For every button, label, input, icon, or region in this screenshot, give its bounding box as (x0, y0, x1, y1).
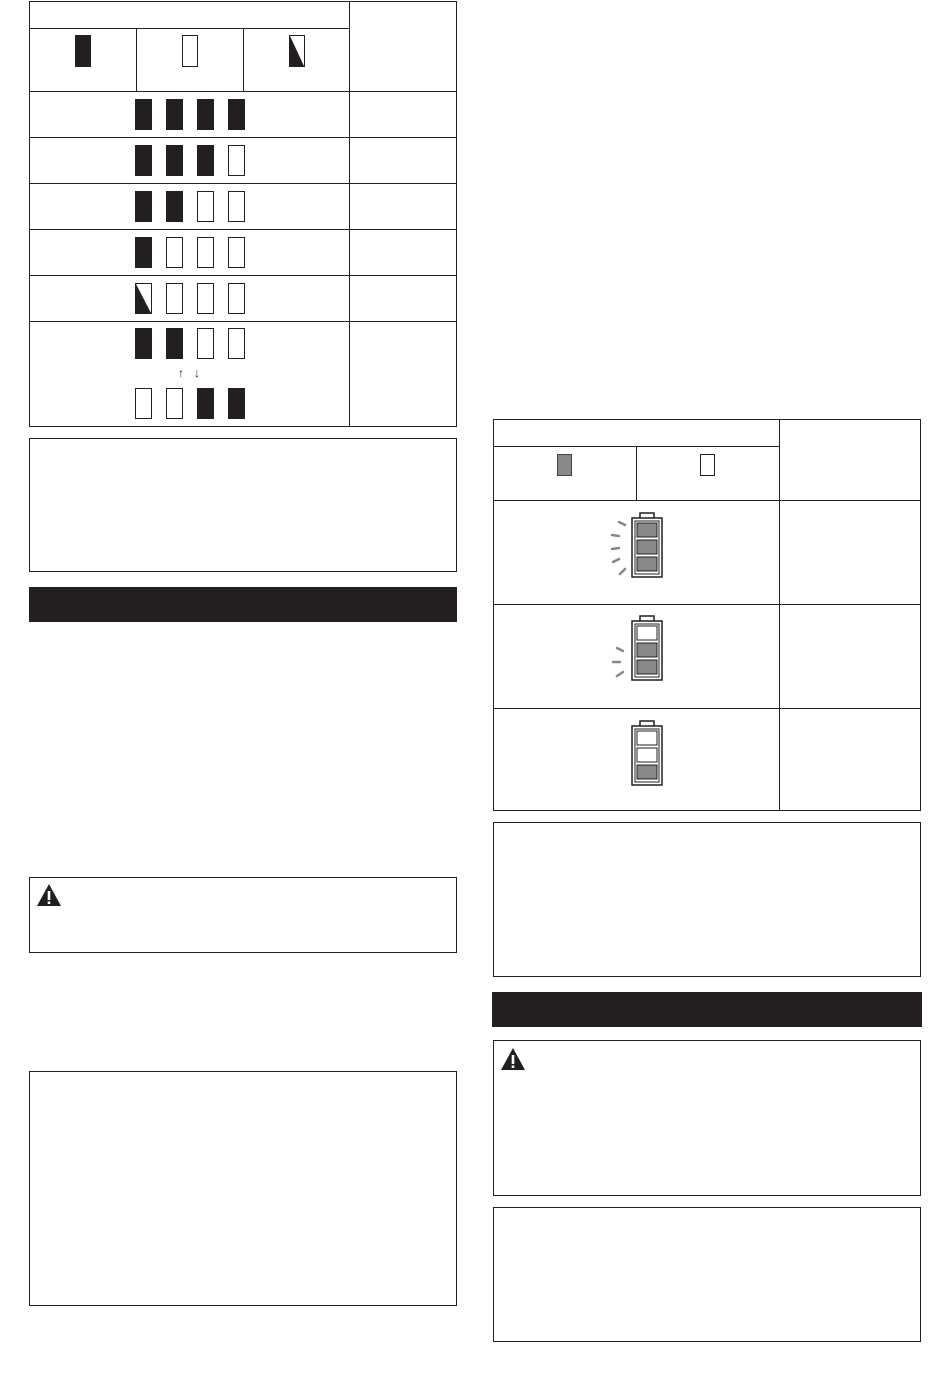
lamp-icon (197, 99, 214, 130)
lamp-icon (166, 283, 183, 314)
lamp-icon (197, 237, 214, 268)
warning-triangle-icon (500, 1047, 526, 1071)
battery-full-blinking-icon (606, 512, 670, 578)
lamp-icon (166, 388, 183, 419)
lamp-icon (166, 145, 183, 176)
caution-box (493, 1040, 921, 1196)
lamp-icon (166, 328, 183, 359)
lamp-icon (135, 99, 152, 130)
lamp-icon (135, 237, 152, 268)
lamp-icon (228, 388, 245, 419)
lamp-icon (197, 328, 214, 359)
lamp-icon (228, 99, 245, 130)
lamp-icon (135, 145, 152, 176)
lamp-icon (166, 99, 183, 130)
note-box (29, 438, 457, 572)
lamp-icon (135, 283, 152, 314)
lamp-icon (228, 328, 245, 359)
note-box (29, 1071, 457, 1306)
lamp-icon (197, 388, 214, 419)
empty-cell-icon (700, 454, 715, 476)
lamp-icon (228, 191, 245, 222)
empty-cell-icon (182, 35, 198, 67)
lamp-icon (228, 237, 245, 268)
battery-two-cells-blinking-icon (606, 615, 670, 681)
caution-box (29, 877, 457, 953)
lamp-icon (197, 191, 214, 222)
lamp-icon (197, 145, 214, 176)
lamp-icon (166, 191, 183, 222)
half-filled-cell-icon (289, 35, 305, 67)
left-indicator-table (29, 1, 457, 427)
lamp-icon (228, 145, 245, 176)
lamp-icon (166, 237, 183, 268)
gray-cell-icon (557, 454, 572, 476)
lamp-icon (135, 328, 152, 359)
lamp-icon (197, 283, 214, 314)
warning-triangle-icon (36, 883, 62, 907)
arrow-down-icon: ↓ (194, 366, 200, 380)
section-heading-bar (29, 587, 457, 622)
right-indicator-table (493, 419, 921, 811)
note-box (493, 822, 921, 977)
lamp-icon (228, 283, 245, 314)
lamp-icon (135, 388, 152, 419)
section-heading-bar (492, 992, 922, 1027)
arrow-up-icon: ↑ (178, 366, 184, 380)
note-box (493, 1207, 921, 1342)
filled-cell-icon (75, 35, 91, 67)
battery-one-cell-icon (606, 720, 670, 786)
lamp-icon (135, 191, 152, 222)
